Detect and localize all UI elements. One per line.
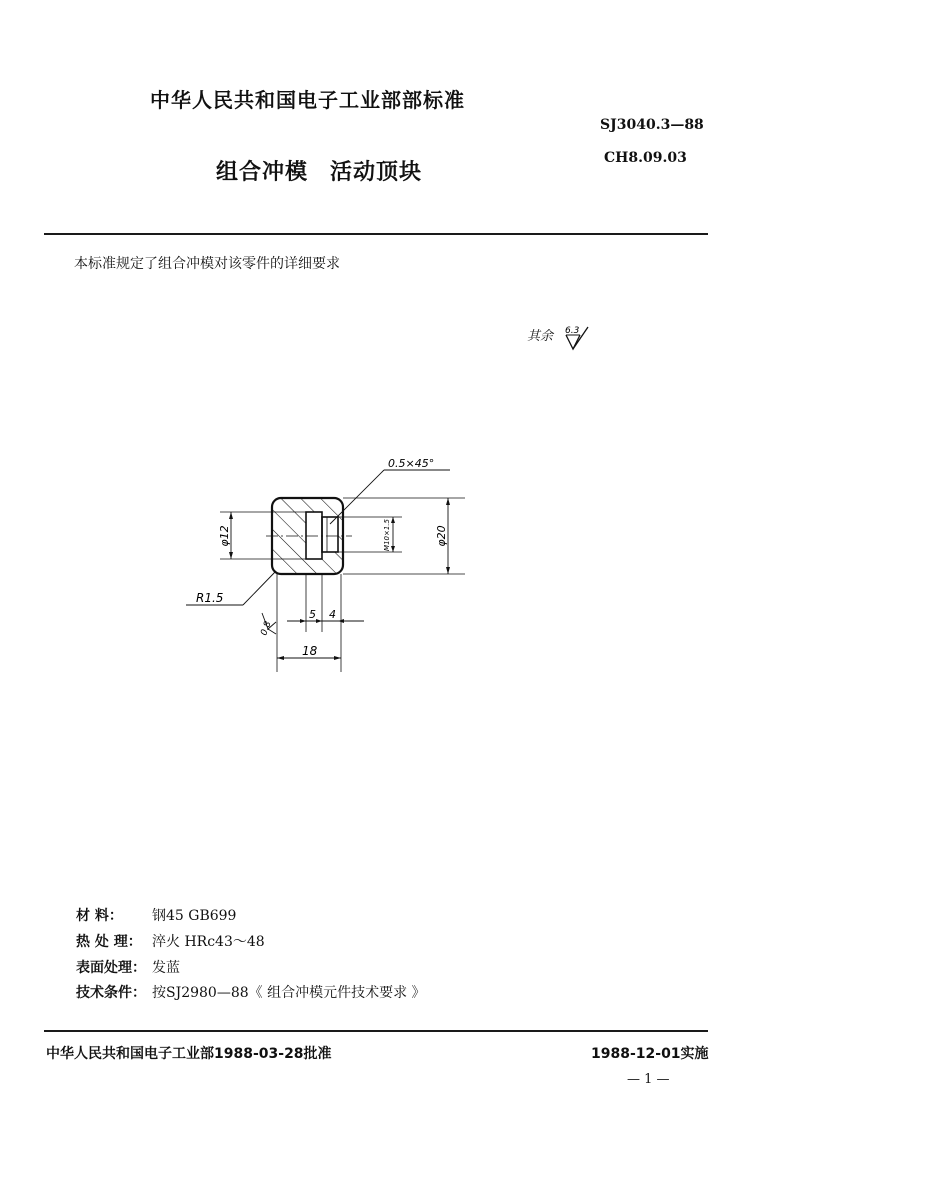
dim-bore-depths [287,608,364,623]
dim-inner-diameter [218,512,233,559]
roughness-value: 6.3 [565,326,580,336]
dim-thread-depth: 4 [329,608,336,621]
dim-chamfer [330,457,450,524]
spec-label: 表面处理： [76,960,146,976]
svg-text:0.5×45°: 0.5×45° [388,457,435,470]
roughness-label: 其余 [527,329,554,344]
spec-label: 材 料： [76,908,123,924]
page-number: — 1 — [627,1072,670,1087]
spec-label: 热 处 理： [76,934,142,950]
organization-title: 中华人民共和国电子工业部部标准 [150,88,465,112]
spec-surface-treatment [76,957,180,977]
effective-date: 1988-12-01实施 [591,1046,709,1062]
part-section [266,498,352,574]
intro-text: 本标准规定了组合冲模对该零件的详细要求 [74,256,340,272]
dim-bore-depth: 5 [309,608,316,621]
dim-total-length [277,644,341,660]
spec-technical-conditions [76,982,426,1002]
spec-heat-treatment [76,931,265,951]
spec-label: 技术条件： [76,985,146,1001]
surface-roughness-mark [259,613,276,637]
dim-outer-diameter [435,498,450,574]
classification-code: CH8.09.03 [604,150,687,166]
spec-material [76,905,236,925]
svg-text:18: 18 [302,644,318,658]
dim-thread [383,517,395,552]
dim-corner-radius [186,571,276,605]
spec-value: 淬火 HRc43～48 [152,934,265,950]
svg-text:R1.5: R1.5 [196,591,224,605]
document-title-part2: 活动顶块 [330,160,423,185]
roughness-symbol-icon [565,326,588,349]
document-title-part1: 组合冲模 [216,160,309,185]
footer-divider [44,1030,708,1032]
svg-text:φ12: φ12 [218,525,231,547]
spec-value: 按SJ2980—88《 组合冲模元件技术要求 》 [152,985,426,1001]
svg-text:0.8: 0.8 [259,620,274,638]
svg-text:M10×1.5: M10×1.5 [383,519,391,551]
spec-value: 钢45 GB699 [152,908,237,924]
approval-text: 中华人民共和国电子工业部1988-03-28批准 [46,1046,332,1062]
spec-value: 发蓝 [152,960,180,976]
svg-text:φ20: φ20 [435,525,448,547]
standard-code: SJ3040.3—88 [600,117,704,133]
